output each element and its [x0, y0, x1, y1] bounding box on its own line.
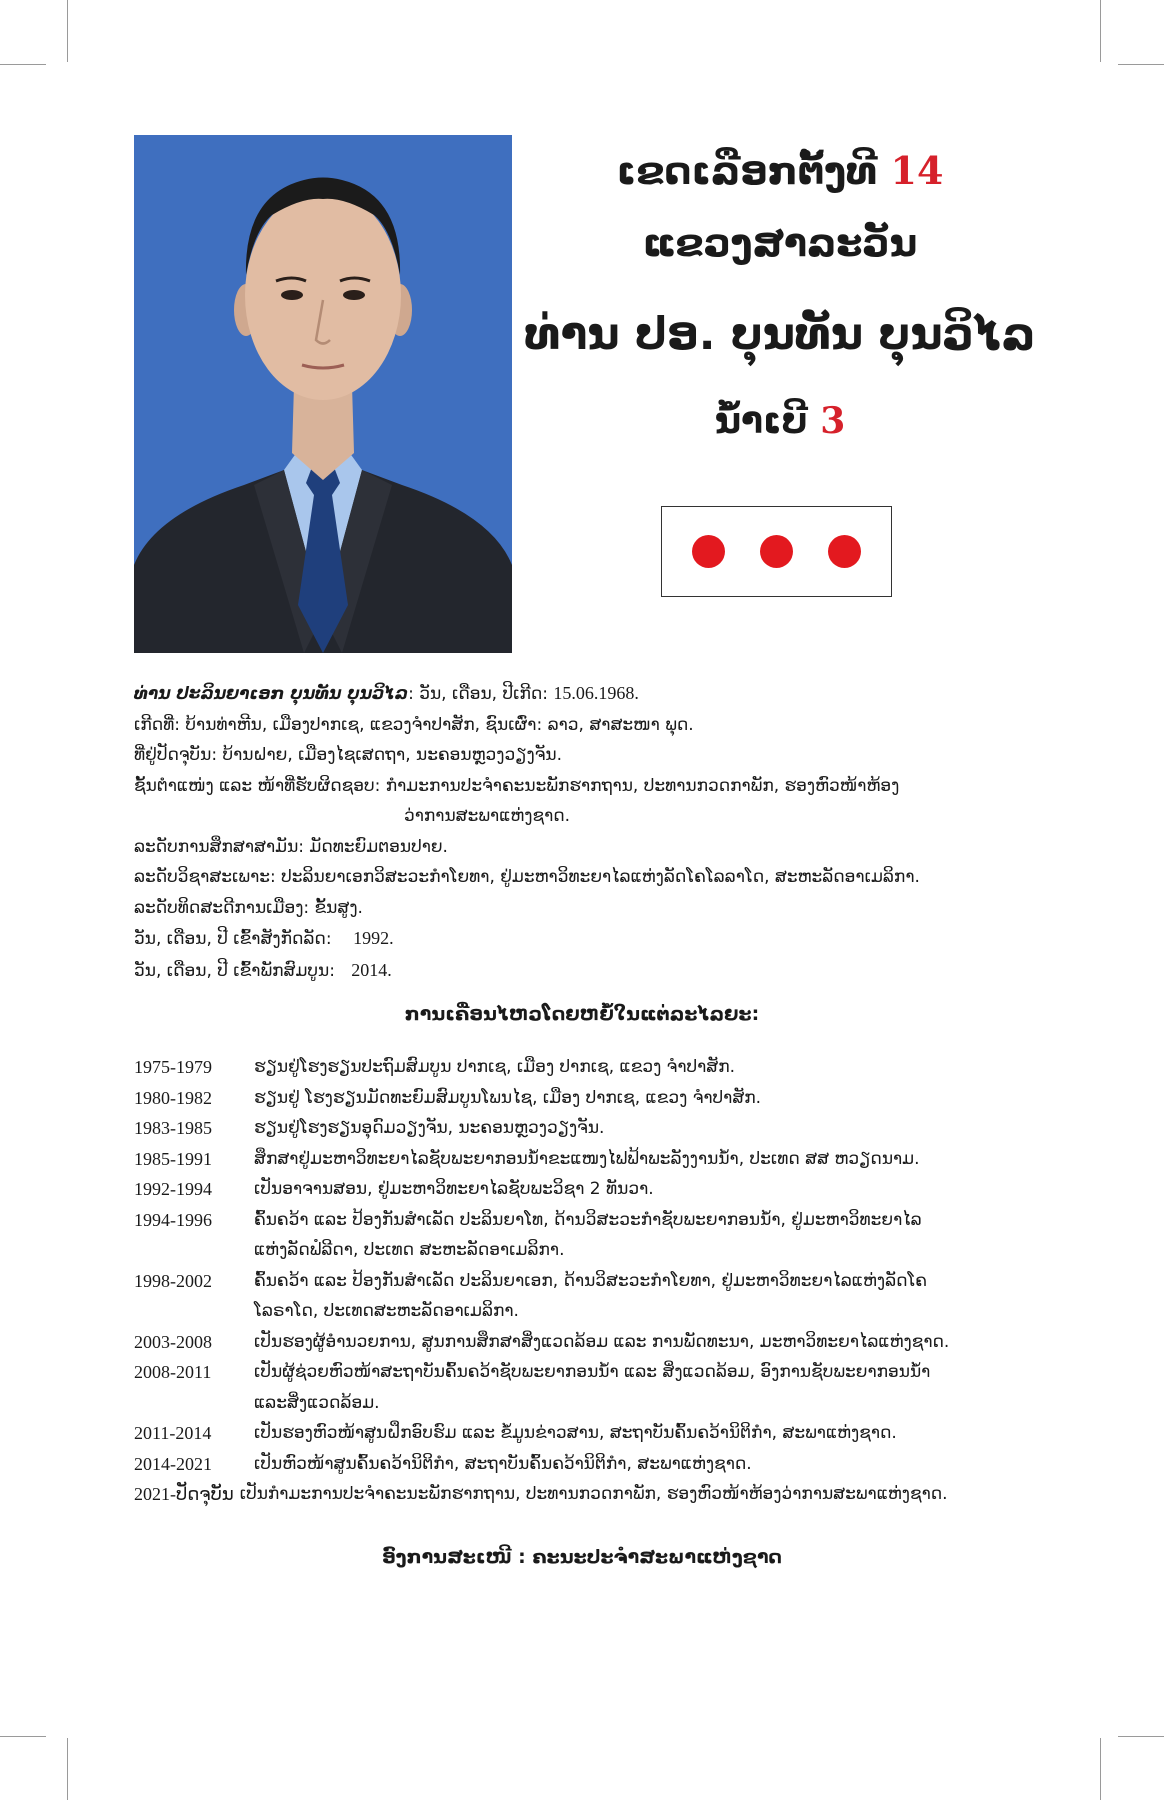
history-text: ຮຽນຢູ່ໂຮງຮຽນປະຖົມສົມບູນ ປາກເຊ, ເມືອງ ປາກເຊ, ແຂວງ ຈໍາປາສັກ.	[254, 1057, 736, 1077]
bio-birth-date-label: : ວັນ, ເດືອນ, ປີເກີດ:	[408, 684, 554, 704]
constituency-label: ເຂດເລືອກຕັ້ງທີ	[616, 149, 878, 193]
crop-mark	[0, 64, 46, 65]
crop-mark	[67, 1738, 68, 1800]
bio-state-join-year: 1992.	[353, 928, 394, 948]
history-years	[134, 1296, 254, 1327]
history-text: ໂລຣາໂດ, ປະເທດສະຫະລັດອາເມລິກາ.	[254, 1301, 519, 1321]
bio-residence: ທີ່ຢູ່ປັດຈຸບັນ: ບ້ານຝາຍ, ເມືອງໄຊເສດຖາ, ນະຄອນຫຼວງວຽງຈັນ.	[134, 745, 562, 765]
history-text: ເປັນກໍາມະການປະຈໍາຄະນະພັກຮາກຖານ, ປະທານກວດກາພັກ, ຮອງຫົວໜ້າຫ້ອງວ່າການສະພາແຫ່ງຊາດ.	[239, 1484, 948, 1504]
history-row	[134, 1327, 1014, 1358]
bio-political-theory: ລະດັບທິດສະດີການເມືອງ: ຂັ້ນສູງ.	[134, 897, 363, 918]
history-years: 2003-2008	[134, 1331, 212, 1352]
history-years: 1994-1996	[134, 1209, 212, 1230]
ballot-marker-box	[661, 506, 892, 597]
bio-state-join	[134, 923, 1014, 955]
history-row	[134, 1449, 1014, 1480]
history-years: 2014-2021	[134, 1453, 212, 1474]
history-row	[134, 1235, 1014, 1266]
history-text: ແລະສິ່ງແວດລ້ອມ.	[254, 1392, 380, 1413]
province-title: ແຂວງສາລະວັນ	[642, 221, 918, 265]
bio-position-cont: ວ່າການສະພາແຫ່ງຊາດ.	[404, 806, 571, 826]
ballot-dot	[828, 535, 861, 568]
nominating-body: ອົງການສະເໜີ : ຄະນະປະຈໍາສະພາແຫ່ງຊາດ	[382, 1546, 782, 1568]
crop-mark	[1118, 1736, 1164, 1737]
history-text: ຄົ້ນຄວ້າ ແລະ ປ້ອງກັນສໍາເລັດ ປະລິນຍາເອກ, ດ້ານວິສະວະກໍາໂຍທາ, ຢູ່ມະຫາວິທະຍາໄລແຫ່ງລັດໂຄ	[254, 1270, 928, 1291]
history-years: 1980-1982	[134, 1087, 212, 1108]
history-text: ຄົ້ນຄວ້າ ແລະ ປ້ອງກັນສໍາເລັດ ປະລິນຍາໂທ, ດ້ານວິສະວະກໍາຊັບພະຍາກອນນໍ້າ, ຢູ່ມະຫາວິທະຍາໄລ	[254, 1209, 922, 1230]
history-years: 1998-2002	[134, 1270, 212, 1291]
portrait-illustration	[134, 135, 512, 653]
history-years: 2008-2011	[134, 1362, 212, 1382]
crop-mark	[1118, 64, 1164, 65]
bio-party-join-year: 2014.	[351, 959, 392, 980]
bio-position: ຊັ້ນຕໍາແໜ່ງ ແລະ ໜ້າທີ່ຮັບຜິດຊອບ: ກໍາມະການປະຈໍາຄະນະພັກຮາກຖານ, ປະທານກວດກາພັກ, ຮອງຫົວໜ້າຫ້ອງ	[134, 775, 900, 796]
candidate-bio	[134, 678, 1014, 986]
history-years	[134, 1235, 254, 1266]
history-years	[134, 1388, 254, 1419]
history-text: ເປັນອາຈານສອນ, ຢູ່ມະຫາວິທະຍາໄລຊັບພະວິຊາ 2 ທັນວາ.	[254, 1179, 654, 1199]
history-row	[134, 1205, 1014, 1236]
crop-mark	[1100, 1738, 1101, 1800]
bio-party-join	[134, 955, 1014, 987]
history-years: 1975-1979	[134, 1057, 212, 1077]
crop-mark	[67, 0, 68, 62]
history-row	[134, 1357, 1014, 1388]
candidate-portrait	[134, 135, 512, 653]
bio-name: ທ່ານ ປະລິນຍາເອກ ບຸນທັນ ບຸນວິໄລ	[134, 684, 409, 704]
history-row	[134, 1052, 1014, 1083]
bio-specialized-education: ລະດັບວິຊາສະເພາະ: ປະລິນຍາເອກວິສະວະກໍາໂຍທາ, ຢູ່ມະຫາວິທະຍາໄລແຫ່ງລັດໂຄໂລລາໂດ, ສະຫະລັດອາເມລິກາ.	[134, 867, 920, 887]
bio-state-join-label: ວັນ, ເດືອນ, ປີ ເຂົ້າສັງກັດລັດ:	[134, 929, 332, 949]
history-text: ເປັນຮອງຜູ້ອໍານວຍການ, ສູນການສຶກສາສິ່ງແວດລ້ອມ ແລະ ການພັດທະນາ, ມະຫາວິທະຍາໄລແຫ່ງຊາດ.	[254, 1331, 950, 1352]
history-text: ແຫ່ງລັດຟໍລີດາ, ປະເທດ ສະຫະລັດອາເມລິກາ.	[254, 1240, 565, 1260]
history-years: 2021-ປັດຈຸບັນ	[134, 1484, 234, 1504]
history-title: ການເຄື່ອນໄຫວໂດຍຫຍໍ້ໃນແຕ່ລະໄລຍະ:	[404, 1003, 760, 1025]
history-row	[134, 1083, 1014, 1114]
history-years: 1985-1991	[134, 1148, 212, 1169]
ballot-number-value: 3	[820, 400, 846, 442]
history-row	[134, 1174, 1014, 1205]
history-text: ເປັນຜູ້ຊ່ວຍຫົວໜ້າສະຖາບັນຄົ້ນຄວ້າຊັບພະຍາກອນນໍ້າ ແລະ ສິ່ງແວດລ້ອມ, ອົງການຊັບພະຍາກອນນໍ້າ	[254, 1362, 931, 1382]
bio-general-education: ລະດັບການສຶກສາສາມັນ: ມັດທະຍົມຕອນປາຍ.	[134, 836, 448, 857]
history-row	[134, 1144, 1014, 1175]
bio-party-join-label: ວັນ, ເດືອນ, ປີ ເຂົ້າພັກສົມບູນ:	[134, 960, 335, 981]
history-years: 2011-2014	[134, 1423, 212, 1443]
history-list	[134, 1052, 1014, 1510]
history-text: ສຶກສາຢູ່ມະຫາວິທະຍາໄລຊັບພະຍາກອນນໍ້າຂະແໜງໄຟຟ້າພະລັງງານນໍ້າ, ປະເທດ ສສ ຫວຽດນາມ.	[254, 1148, 920, 1169]
history-row	[134, 1296, 1014, 1327]
ballot-dot	[692, 535, 725, 568]
crop-mark	[1100, 0, 1101, 62]
constituency-number: 14	[890, 148, 944, 193]
history-row	[134, 1266, 1014, 1297]
crop-mark	[0, 1736, 46, 1737]
candidate-name: ທ່ານ ປອ. ບຸນທັນ ບຸນວິໄລ	[524, 309, 1036, 360]
history-row	[134, 1418, 1014, 1449]
history-row	[134, 1479, 1014, 1510]
ballot-dot	[760, 535, 793, 568]
history-row	[134, 1388, 1014, 1419]
history-text: ເປັນຮອງຫົວໜ້າສູນຝຶກອົບຮົມ ແລະ ຂໍ້ມູນຂ່າວສານ, ສະຖາບັນຄົ້ນຄວ້ານິຕິກໍາ, ສະພາແຫ່ງຊາດ.	[254, 1423, 897, 1443]
bio-name-line	[134, 678, 1014, 710]
bio-birth-date: 15.06.1968.	[553, 683, 639, 703]
bio-birthplace: ເກີດທີ່: ບ້ານທ່າຫີນ, ເມືອງປາກເຊ, ແຂວງຈໍາປາສັກ, ຊົນເຜົ່າ: ລາວ, ສາສະໜາ ພຸດ.	[134, 714, 694, 735]
candidate-header	[520, 140, 1040, 442]
history-text: ເປັນຫົວໜ້າສູນຄົ້ນຄວ້ານິຕິກໍາ, ສະຖາບັນຄົ້ນຄວ້ານິຕິກໍາ, ສະພາແຫ່ງຊາດ.	[254, 1453, 752, 1474]
history-text: ຮຽນຢູ່ ໂຮງຮຽນມັດທະຍົມສົມບູນໂພນໄຊ, ເມືອງ ປາກເຊ, ແຂວງ ຈໍາປາສັກ.	[254, 1087, 762, 1108]
constituency-title	[520, 148, 1040, 193]
ballot-number-label: ນໍ້າເບີ	[714, 401, 808, 442]
history-text: ຮຽນຢູ່ໂຮງຮຽນອຸດົມວຽງຈັນ, ນະຄອນຫຼວງວຽງຈັນ.	[254, 1118, 605, 1138]
history-years: 1992-1994	[134, 1179, 212, 1199]
ballot-number-title	[520, 400, 1040, 442]
history-row	[134, 1113, 1014, 1144]
history-years: 1983-1985	[134, 1118, 212, 1138]
